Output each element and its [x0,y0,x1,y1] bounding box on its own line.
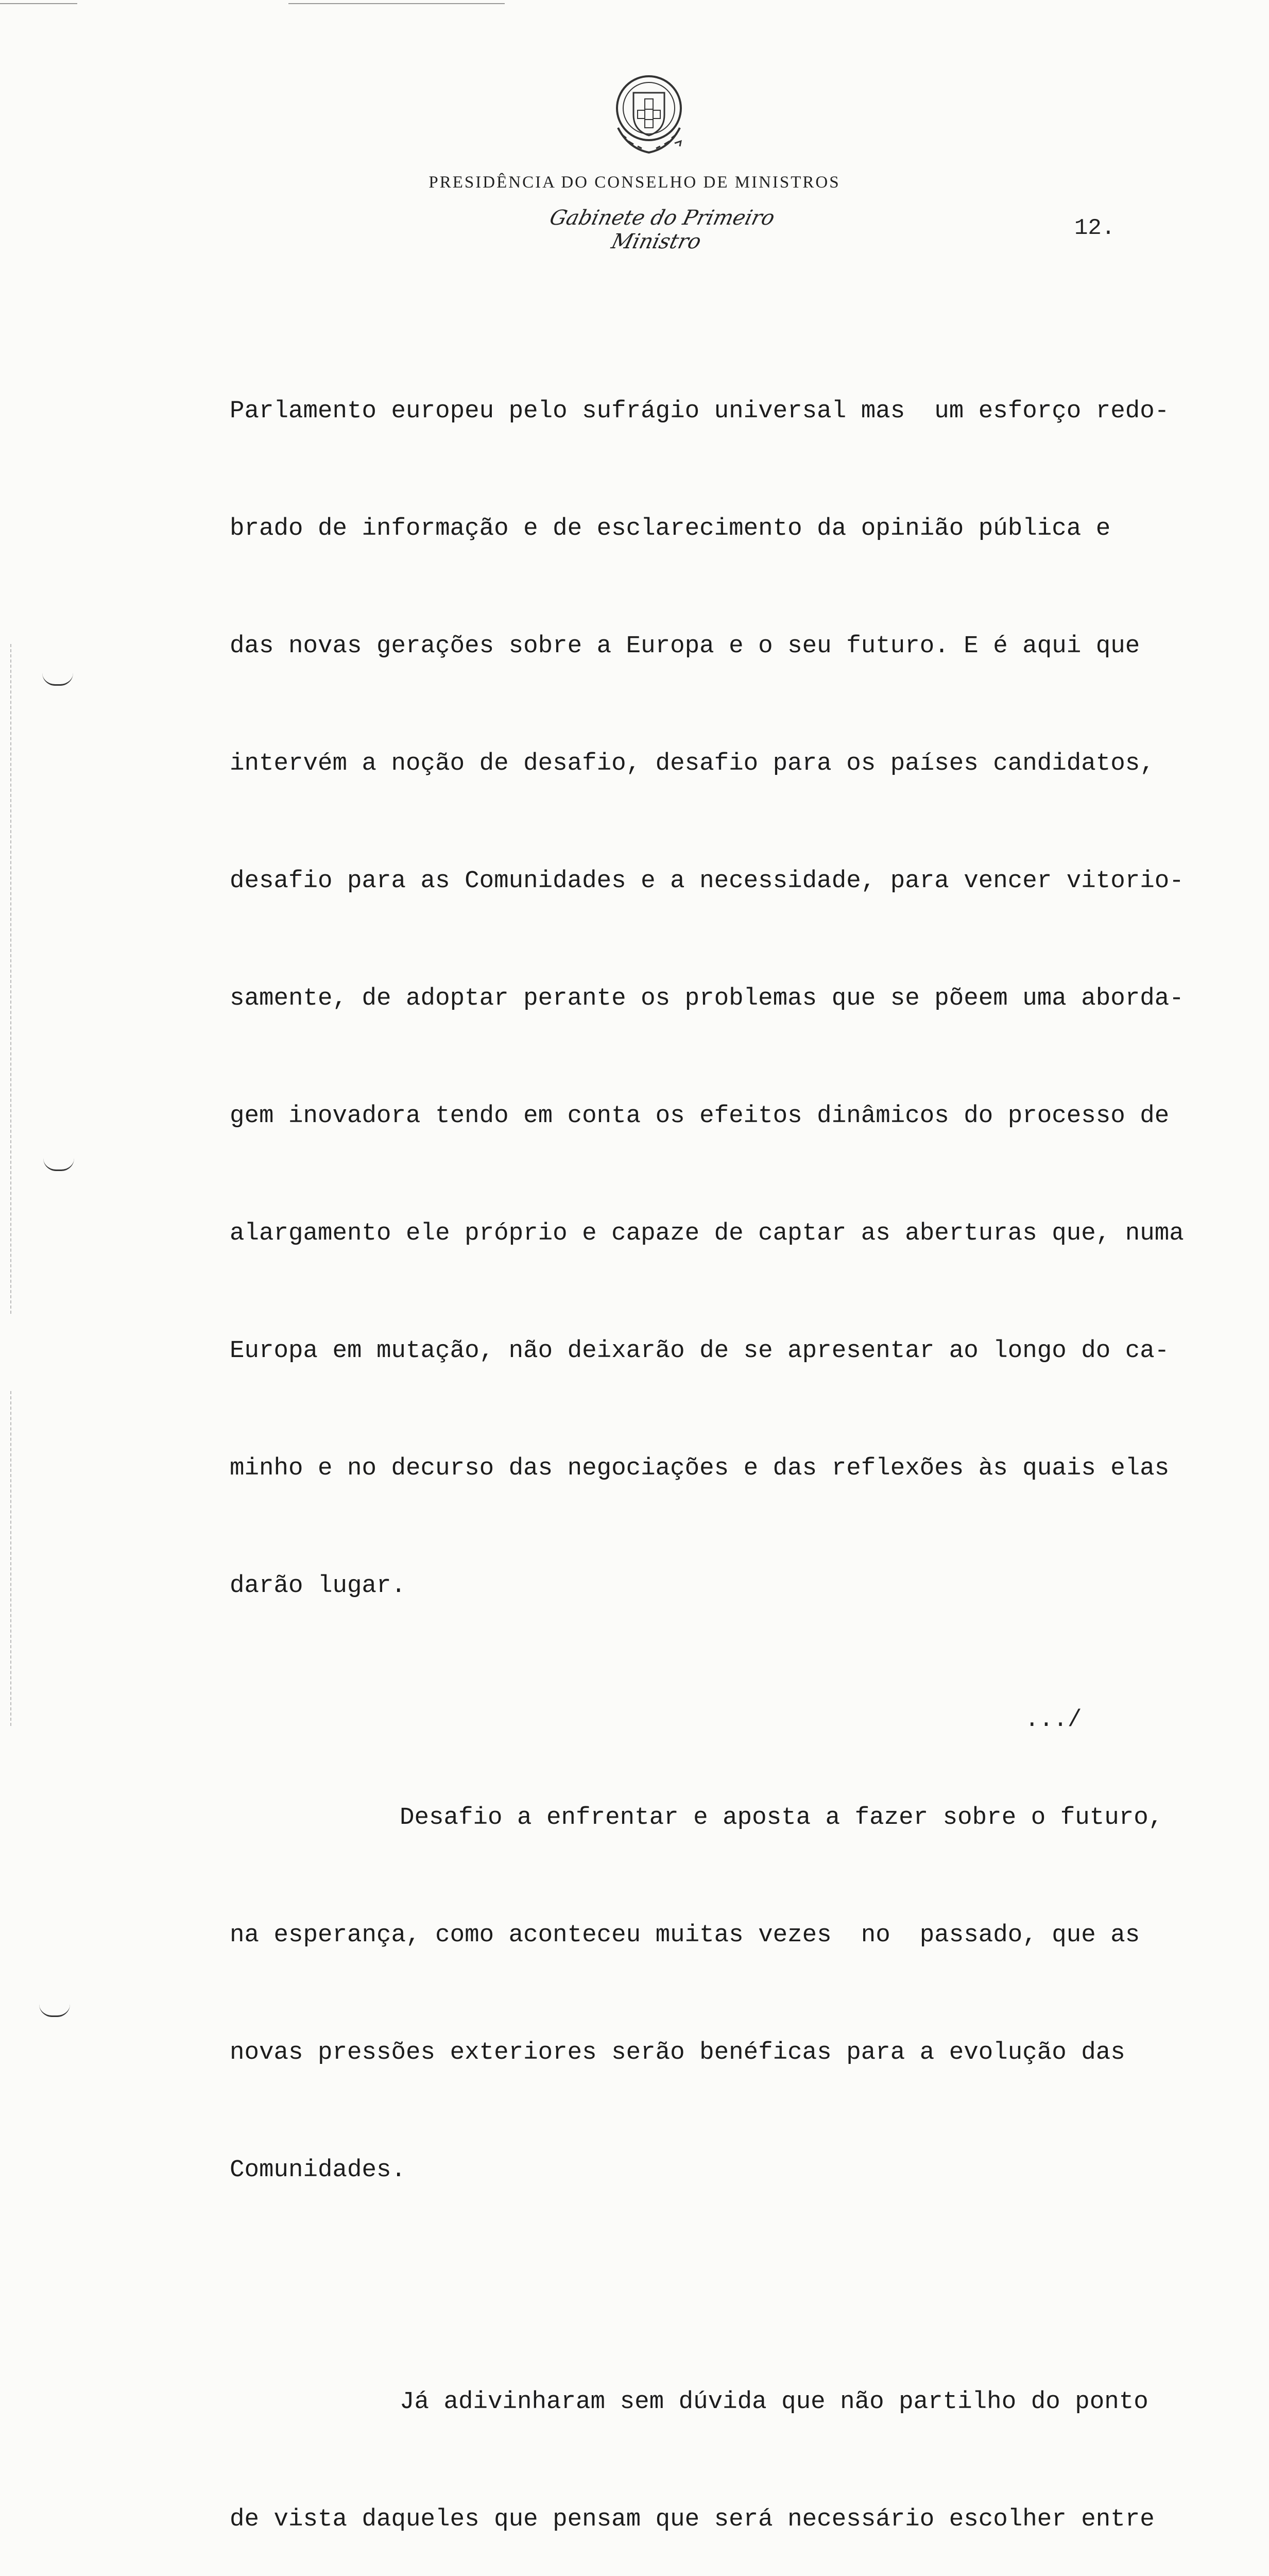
top-edge-rule [288,3,505,4]
margin-dotted-line [10,644,13,1314]
organization-heading: PRESIDÊNCIA DO CONSELHO DE MINISTROS [428,173,841,192]
text-line: das novas gerações sobre a Europa e o seu futuro. E é aqui que [230,632,1140,660]
text-line: minho e no decurso das negociações e das reflexões às quais elas [230,1454,1170,1482]
paragraph [230,1720,1234,2268]
body-text [230,313,1234,2576]
text-line: novas pressões exteriores serão benéficas para a evolução das [230,2039,1125,2066]
text-line: Parlamento europeu pelo sufrágio universal mas um esforço redo- [230,397,1170,425]
text-line: darão lugar. [230,1572,406,1600]
text-line: Já adivinharam sem dúvida que não partilho do ponto [400,2388,1148,2416]
text-line: alargamento ele próprio e capaze de captar as aberturas que, numa [230,1219,1184,1247]
text-line: desafio para as Comunidades e a necessidade, para vencer vitorio- [230,867,1184,895]
text-line: Comunidades. [230,2156,406,2184]
text-line: samente, de adoptar perante os problemas que se põeem uma aborda- [230,985,1184,1012]
office-signature-line: Gabinete do Primeiro Ministro [547,206,777,253]
binder-hole-mark [43,1158,74,1171]
coat-of-arms-icon [597,66,700,169]
page-number: 12. [1074,215,1116,241]
continuation-mark: .../ [1025,1706,1082,1733]
binder-hole-mark [39,2004,70,2017]
paragraph [230,313,1234,1684]
margin-dotted-line [10,1391,13,1726]
text-line: gem inovadora tendo em conta os efeitos dinâmicos do processo de [230,1102,1170,1130]
text-line: Desafio a enfrentar e aposta a fazer sobre o futuro, [400,1804,1163,1832]
text-line: Europa em mutação, não deixarão de se apresentar ao longo do ca- [230,1337,1170,1365]
text-line: intervém a noção de desafio, desafio para os países candidatos, [230,750,1155,777]
top-edge-rule [0,3,77,4]
text-line: de vista daqueles que pensam que será necessário escolher entre [230,2505,1155,2533]
text-line: brado de informação e de esclarecimento da opinião pública e [230,515,1111,543]
text-line: na esperança, como aconteceu muitas vezes no passado, que as [230,1921,1140,1949]
binder-hole-mark [42,673,73,686]
paragraph [230,2304,1234,2576]
